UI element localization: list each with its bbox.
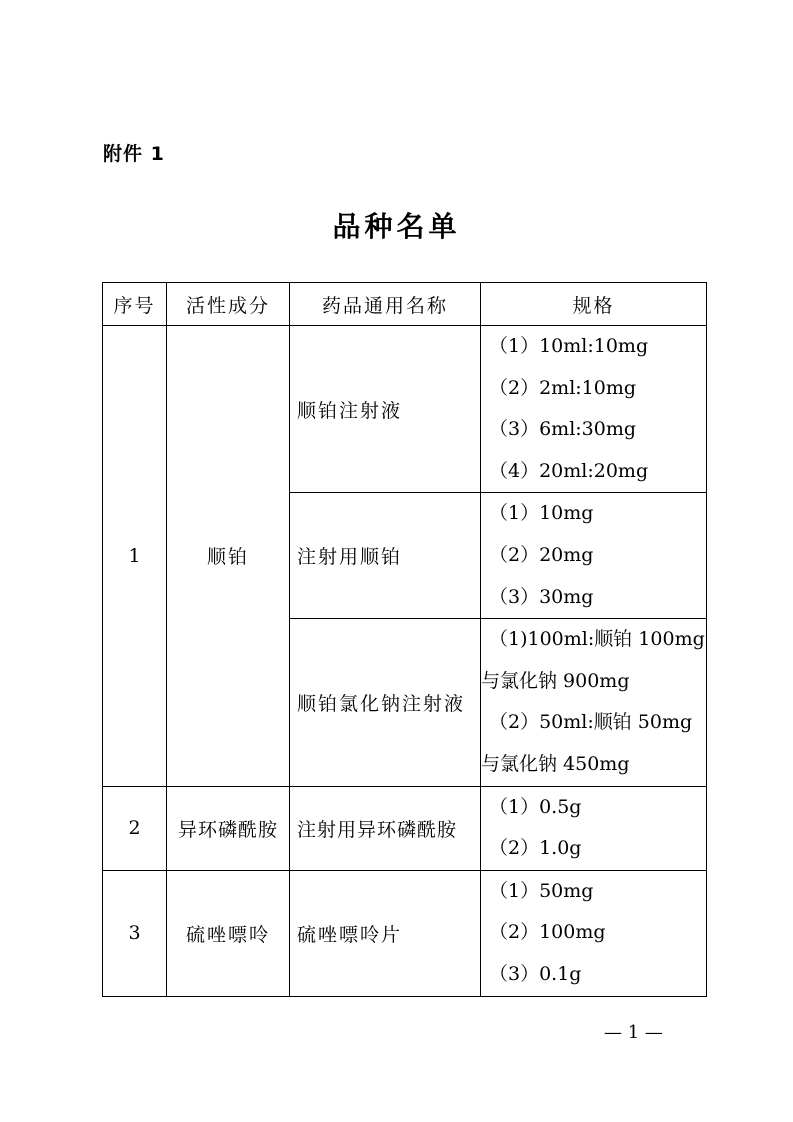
cell-spec (481, 786, 707, 870)
spec-line: （3）6ml:30mg (489, 418, 637, 441)
table-row (103, 786, 707, 870)
spec-line: （1）50mg (489, 879, 594, 902)
spec-line: （3）30mg (489, 585, 594, 608)
table-header-row (103, 283, 707, 326)
header-no: 序号 (103, 283, 167, 326)
header-generic-name: 药品通用名称 (290, 283, 481, 326)
cell-ingredient: 异环磷酰胺 (167, 786, 290, 870)
page-number: — 1 — (604, 1022, 663, 1043)
spec-line: （2）100mg (489, 921, 606, 944)
cell-no: 2 (103, 786, 167, 870)
spec-line: （4）20ml:20mg (489, 459, 649, 482)
spec-line: （2）50ml:顺铂 50mg (489, 711, 693, 734)
cell-generic-name: 注射用顺铂 (290, 493, 481, 619)
cell-generic-name: 顺铂注射液 (290, 326, 481, 493)
spec-line: （1)100ml:顺铂 100mg (489, 628, 705, 651)
spec-line: （3）0.1g (489, 962, 582, 985)
cell-no: 3 (103, 870, 167, 996)
product-list-table (102, 282, 707, 997)
cell-generic-name: 注射用异环磷酰胺 (290, 786, 481, 870)
cell-no: 1 (103, 326, 167, 787)
spec-line: （1）10mg (489, 502, 594, 525)
spec-line: 与氯化钠 900mg (481, 669, 630, 692)
cell-generic-name: 硫唑嘌呤片 (290, 870, 481, 996)
page-title: 品种名单 (332, 210, 461, 243)
spec-line: 与氯化钠 450mg (481, 752, 630, 775)
cell-spec (481, 493, 707, 619)
table-row (103, 870, 707, 996)
cell-spec (481, 619, 707, 786)
spec-line: （2）20mg (489, 543, 594, 566)
spec-line: （1）0.5g (489, 795, 582, 818)
spec-line: （1）10ml:10mg (489, 335, 649, 357)
spec-line: （2）2ml:10mg (489, 376, 637, 399)
cell-generic-name: 顺铂氯化钠注射液 (290, 619, 481, 786)
table-row (103, 326, 707, 493)
cell-spec (481, 326, 707, 493)
spec-line: （2）1.0g (489, 837, 582, 860)
cell-ingredient: 硫唑嘌呤 (167, 870, 290, 996)
cell-ingredient: 顺铂 (167, 326, 290, 787)
attachment-label: 附件 1 (103, 143, 165, 165)
header-ingredient: 活性成分 (167, 283, 290, 326)
cell-spec (481, 870, 707, 996)
header-spec: 规格 (481, 283, 707, 326)
